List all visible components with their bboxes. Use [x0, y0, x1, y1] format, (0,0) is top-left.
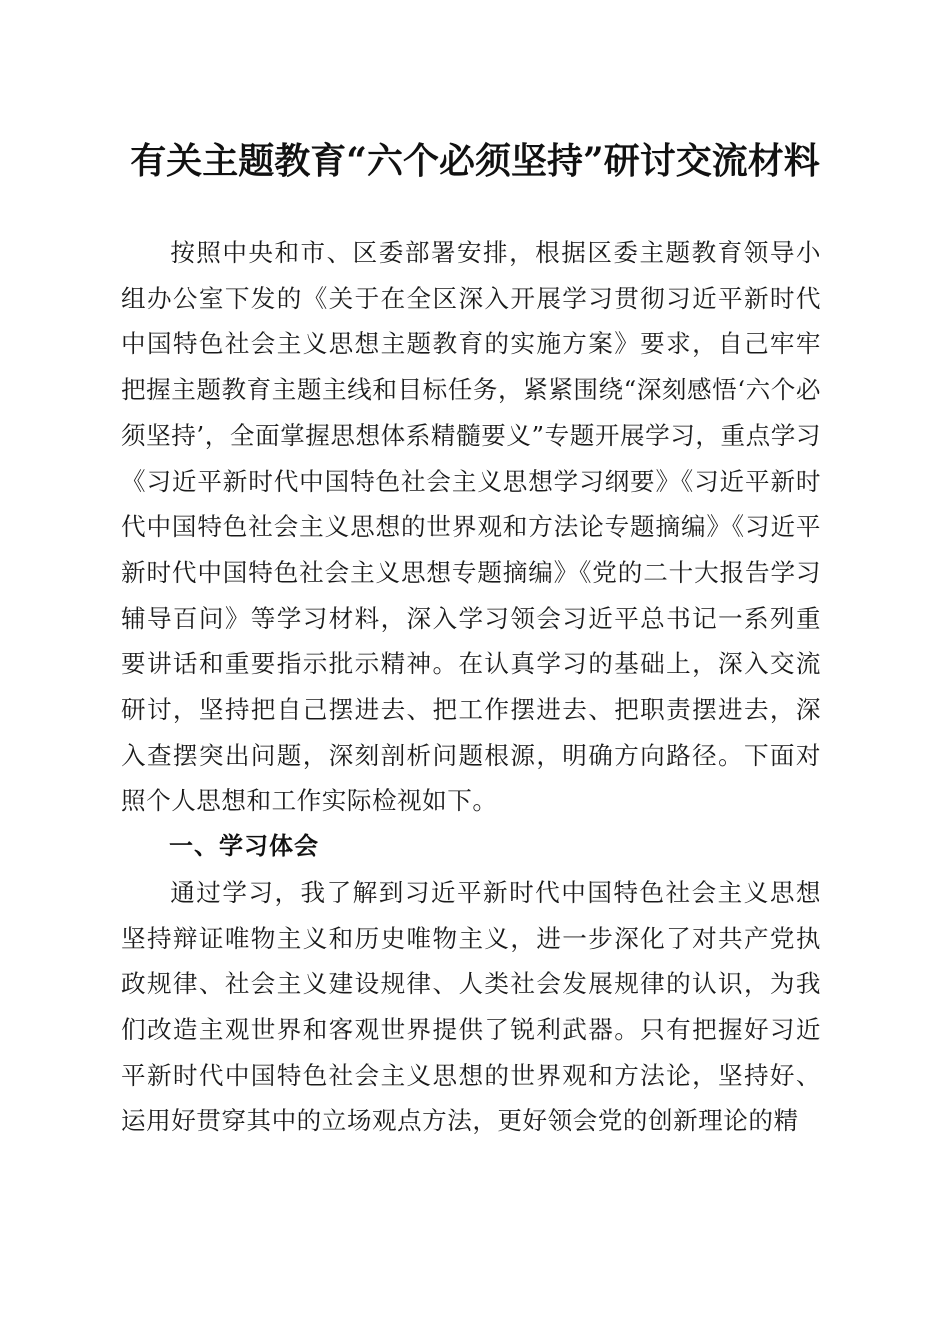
document-title: 有关主题教育“六个必须坚持”研讨交流材料: [130, 140, 820, 182]
document-body: [121, 230, 821, 1144]
section-heading-study-experience: 一、学习体会: [169, 832, 319, 861]
study-experience-paragraph: 通过学习，我了解到习近平新时代中国特色社会主义思想坚持辩证唯物主义和历史唯物主义，进一步深化了对共产党执政规律、社会主义建设规律、人类社会发展规律的认识，为我们改造主观世界和客观世界提供了锐利武器。只有把握好习近平新时代中国特色社会主义思想的世界观和方法论，坚持好、运用好贯穿其中的立场观点方法，更好领会党的创新理论的精: [121, 877, 821, 1136]
intro-paragraph: 按照中央和市、区委部署安排，根据区委主题教育领导小组办公室下发的《关于在全区深入开展学习贯彻习近平新时代中国特色社会主义思想主题教育的实施方案》要求，自己牢牢把握主题教育主题主线和目标任务，紧紧围绕“深刻感悟‘六个必须坚持’，全面掌握思想体系精髓要义”专题开展学习，重点学习《习近平新时代中国特色社会主义思想学习纲要》《习近平新时代中国特色社会主义思想的世界观和方法论专题摘编》《习近平新时代中国特色社会主义思想专题摘编》《党的二十大报告学习辅导百问》等学习材料，深入学习领会习近平总书记一系列重要讲话和重要指示批示精神。在认真学习的基础上，深入交流研讨，坚持把自己摆进去、把工作摆进去、把职责摆进去，深入查摆突出问题，深刻剖析问题根源，明确方向路径。下面对照个人思想和工作实际检视如下。: [121, 238, 821, 816]
